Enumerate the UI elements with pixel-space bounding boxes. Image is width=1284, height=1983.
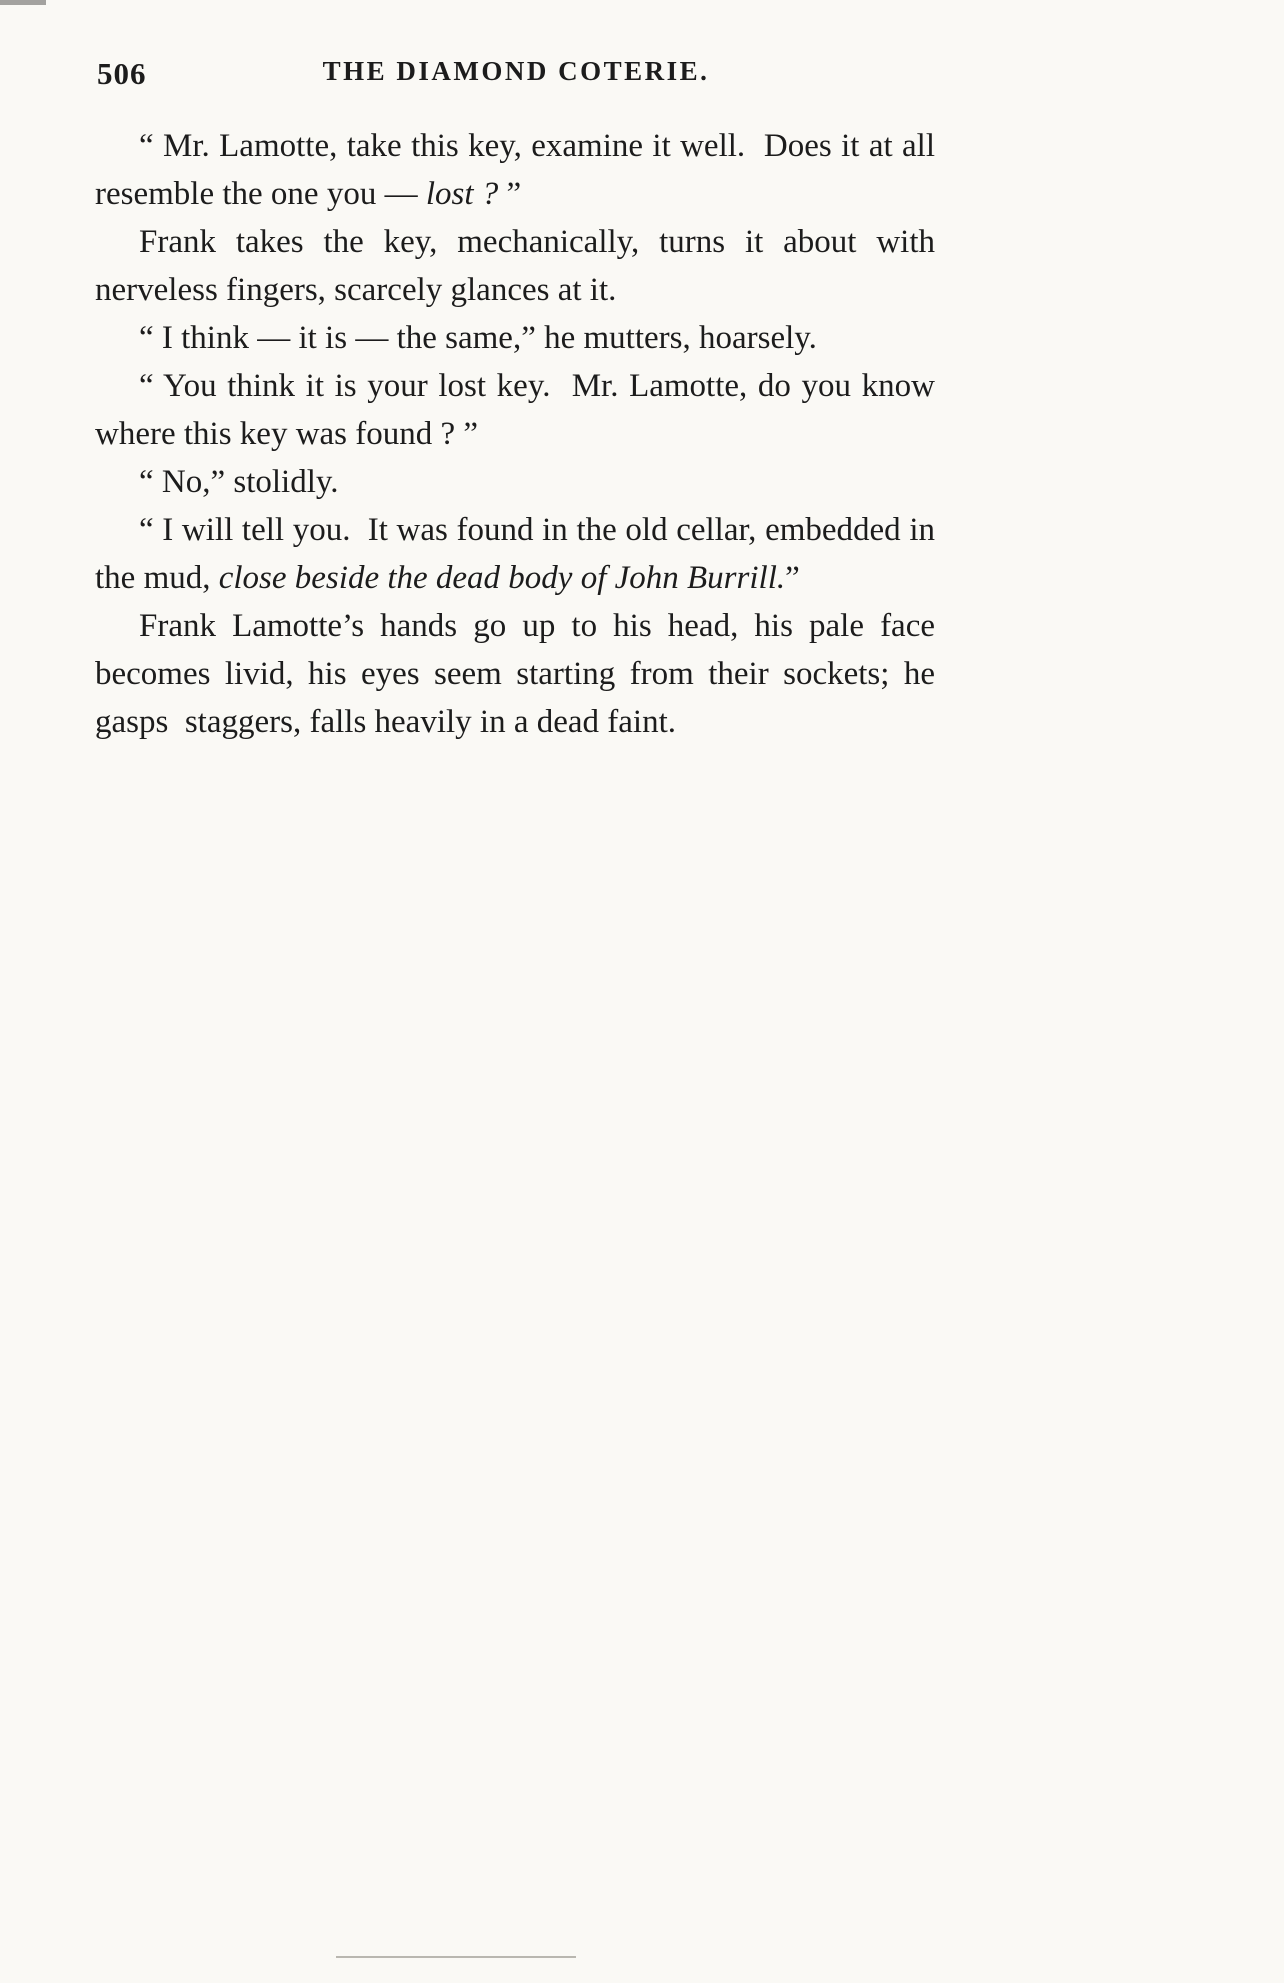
running-title: THE DIAMOND COTERIE. bbox=[322, 56, 710, 86]
paragraph bbox=[95, 458, 935, 506]
paragraph bbox=[95, 314, 935, 362]
page-number: 506 bbox=[97, 56, 147, 91]
paragraph bbox=[95, 602, 935, 746]
text-segment: “ Mr. Lamotte, take this key, examine it well. Does it at all resemble the one you — bbox=[95, 128, 935, 212]
text-block bbox=[95, 122, 935, 746]
paragraph bbox=[95, 506, 935, 602]
italic-text: lost ? bbox=[425, 176, 499, 212]
scan-artifact-top bbox=[0, 0, 46, 5]
text-segment: ” bbox=[785, 560, 800, 596]
text-segment: “ No,” stolidly. bbox=[139, 464, 339, 500]
text-segment: Frank takes the key, mechanically, turns it about with nerveless fingers, scarcely glances at it. bbox=[95, 224, 935, 308]
text-segment: “ I will tell you. It was found in the old cellar, embedded in the mud, bbox=[95, 512, 935, 596]
scan-artifact-bottom bbox=[336, 1956, 576, 1958]
text-segment: Frank Lamotte’s hands go up to his head, his pale face becomes livid, his eyes seem starting from their sockets; he gasps staggers, falls heavily in a dead faint. bbox=[95, 608, 935, 740]
paragraph bbox=[95, 362, 935, 458]
text-segment: ” bbox=[498, 176, 522, 212]
paragraph bbox=[95, 218, 935, 314]
italic-text: close beside the dead body of John Burrill. bbox=[218, 560, 786, 596]
text-segment: “ I think — it is — the same,” he mutters, hoarsely. bbox=[139, 320, 817, 356]
paragraph bbox=[95, 122, 935, 218]
page-header bbox=[97, 56, 935, 92]
text-segment: “ You think it is your lost key. Mr. Lamotte, do you know where this key was found ? ” bbox=[95, 368, 935, 452]
